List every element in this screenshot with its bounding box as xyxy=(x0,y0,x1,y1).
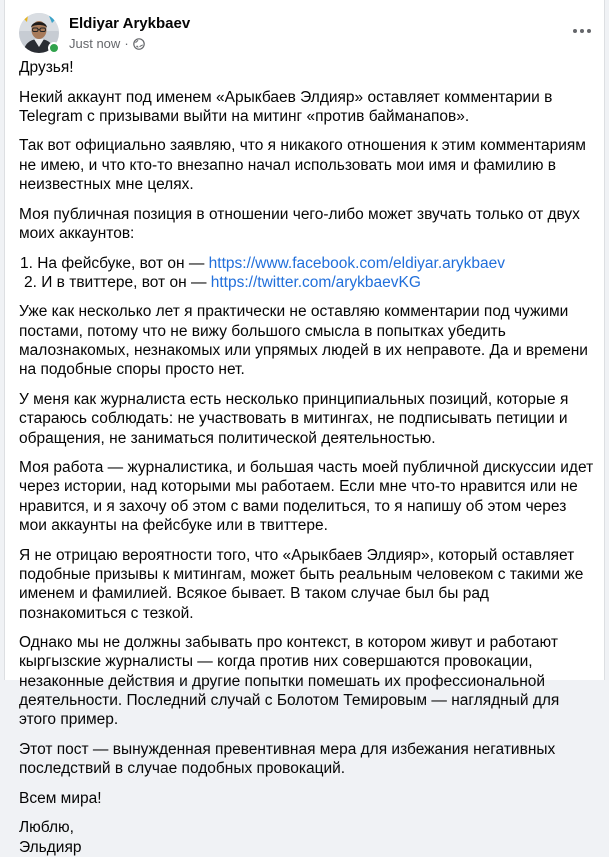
post-paragraph-8: Однако мы не должны забывать про контекст, в котором живут и работают кыргызские журналисты — когда против них совершаются провокации, незаконные действия и другие попытки помешать их профессиональной деятельности. Последний случай с Болотом Темировым — наглядный для этого пример. xyxy=(19,634,560,729)
account-list-item-2 xyxy=(19,273,594,292)
post-paragraph-5: У меня как журналиста есть несколько принципиальных позиций, которые я стараюсь соблюдать: не участвовать в митингах, не подписывать петиции и обращения, не заниматься политической деятельностью. xyxy=(19,390,569,447)
more-options-icon[interactable] xyxy=(570,19,594,43)
globe-icon[interactable] xyxy=(133,38,145,50)
post-paragraph-10: Всем мира! xyxy=(19,789,102,807)
post-paragraph-7: Я не отрицаю вероятности того, что «Арыкбаев Элдияр», который оставляет подобные призывы к митингам, может быть реальным человеком с такими же именем и фамилией. Всякое бывает. В таком случае был бы рад познакомиться с тезкой. xyxy=(19,546,584,622)
post-paragraph-1: Некий аккаунт под именем «Арыкбаев Элдияр» оставляет комментарии в Telegram с призывами выйти на митинг «против байманапов». xyxy=(19,88,553,125)
twitter-link[interactable]: https://twitter.com/arykbaevKG xyxy=(210,273,421,291)
post-timestamp[interactable]: Just now xyxy=(69,36,121,51)
list-item-text: 2. И в твиттере, вот он — xyxy=(24,273,211,291)
post-greeting: Друзья! xyxy=(19,59,74,76)
meta-separator: · xyxy=(124,36,129,51)
signature-line-1: Люблю, xyxy=(19,819,74,837)
post-card xyxy=(4,0,605,856)
post-body xyxy=(19,58,594,857)
post-meta xyxy=(69,36,145,51)
author-name[interactable]: Eldiyar Arykbaev xyxy=(69,15,191,32)
post-paragraph-6: Моя работа — журналистика, и большая часть моей публичной дискуссии идет через истории, над которыми мы работаем. Если мне что-то нравится или не нравится, и я захочу об этом с вами поделиться, то я напишу об этом через мои аккаунты на фейсбуке или в твиттере. xyxy=(19,459,594,535)
post-paragraph-9: Этот пост — вынужденная превентивная мера для избежания негативных последствий в случае подобных провокаций. xyxy=(19,740,556,778)
signature-line-2: Эльдияр xyxy=(19,838,82,856)
author-avatar[interactable] xyxy=(19,13,59,53)
online-status-dot xyxy=(48,42,60,54)
post-paragraph-2: Так вот официально заявляю, что я никакого отношения к этим комментариям не имею, и что кто-то внезапно начал использовать мои имя и фамилию в неизвестных мне целях. xyxy=(19,137,586,194)
account-list-item-1 xyxy=(19,254,594,273)
facebook-link[interactable]: https://www.facebook.com/eldiyar.arykbaev xyxy=(208,254,506,272)
post-paragraph-4: Уже как несколько лет я практически не оставляю комментарии под чужими постами, потому что не вижу большого смысла в попытках убедить малознакомых, незнакомых или упрямых людей в их неправоте. Да и времени на подобные споры просто нет. xyxy=(19,303,588,379)
list-item-text: 1. На фейсбуке, вот он — xyxy=(20,254,209,272)
post-header xyxy=(19,13,594,53)
post-paragraph-3: Моя публичная позиция в отношении чего-либо может звучать только от двух моих аккаунтов: xyxy=(19,205,580,242)
